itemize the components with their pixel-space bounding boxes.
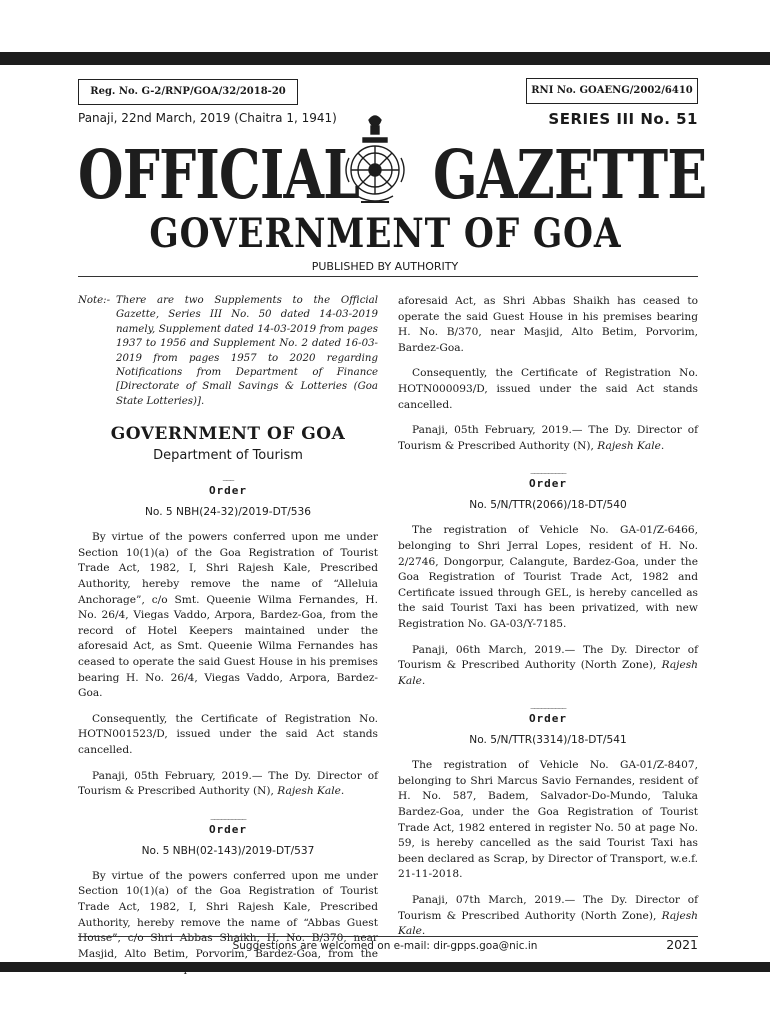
signatory: Rajesh Kale. [398,659,698,687]
signatory: Rajesh Kale. [398,909,698,938]
top-border-bar [0,52,770,65]
government-title: GOVERNMENT OF GOA [148,210,622,257]
order-number: No. 5/N/TTR(3314)/18-DT/541 [469,734,627,747]
order-signoff [398,423,698,454]
order-paragraph: Consequently, the Certificate of Registration No. HOTN000093/D, issued under the said Act stands cancelled. [398,367,698,411]
order-title: Order [528,477,568,491]
order-number: No. 5/N/TTR(2066)/18-DT/540 [469,499,627,512]
order-title: Order [208,484,248,498]
order-separator: __________ [210,809,246,820]
order-separator: __________ [530,699,566,710]
supplement-note [78,294,378,409]
signoff-text: Panaji, 05th February, 2019.— The Dy. Director of Tourism & Prescribed Authority (N), [398,424,698,452]
note-text: There are two Supplements to the Official Gazette, Series III No. 50 dated 14-03-2019 namely, Supplement dated 14-03-2019 from pages 1937 to 1956 and Supplement No. 2 dated 16-03-2019 from pages 1957 to 2020 regarding Notifications from Department of Finance [Directorate of Small Savings & Lotteries (Goa State Lotteries)]. [116,295,378,407]
published-by-authority: PUBLISHED BY AUTHORITY [311,260,459,273]
order-paragraph-continued: aforesaid Act, as Shri Abbas Shaikh has ceased to operate the said Guest House in his premises bearing H. No. B/370, near Masjid, Alto Betim, Porvorim, Bardez-Goa. [398,295,698,354]
footer-divider [78,936,698,937]
order-signoff [398,643,698,690]
page-number: 2021 [666,937,698,952]
order-number: No. 5 NBH(24-32)/2019-DT/536 [144,506,312,519]
signoff-text: Panaji, 06th March, 2019.— The Dy. Director of Tourism & Prescribed Authority (North Zone), [398,643,698,672]
order-separator: __________ [530,464,566,475]
order-signoff [398,893,698,940]
masthead-government [0,212,770,256]
department-name: Department of Tourism [153,448,303,464]
signatory: Rajesh Kale. [597,439,665,452]
rni-number-box: RNI No. GOAENG/2002/6410 [526,78,698,104]
note-label: Note:- [78,295,111,306]
order-paragraph: Consequently, the Certificate of Registration No. HOTN001523/D, issued under the said Act stands cancelled. [78,712,378,756]
masthead-gazette: GAZETTE [433,135,707,214]
order-paragraph: By virtue of the powers conferred upon me under Section 10(1)(a) of the Goa Registration of Tourist Trade Act, 1982, I, Shri Rajesh Kale, Prescribed Authority, hereby remove the name of “Abbas Guest House”, c/o Shri Abbas Shaikh, H. No. B/370, near Masjid, Alto Betim, Porvorim, Bardez-Goa, from the [78,869,378,960]
order-title: Order [528,712,568,726]
order-paragraph: By virtue of the powers conferred upon me under Section 10(1)(a) of the Goa Registration of Tourist Trade Act, 1982, I, Shri Rajesh Kale, Prescribed Authority, hereby remove the name of “Alleluia Anchorage”, c/o Smt. Queenie Wilma Fernandes, H. No. 26/4, Viegas Vaddo, Arpora, Bardez-Goa, from the record of Hotel Keepers maintained under the aforesaid Act, as Smt. Queenie Wilma Fernandes has ceased to operate the said Guest House in his premises bearing H. No. 26/4, Viegas Vaddo, Arpora, Bardez-Goa. [78,531,378,700]
header-divider [78,276,698,277]
masthead-official: OFFICIAL [78,135,360,214]
registration-number-box: Reg. No. G-2/RNP/GOA/32/2018-20 [78,79,298,105]
department-heading: GOVERNMENT OF GOA [110,424,346,445]
order-number: No. 5 NBH(02-143)/2019-DT/537 [141,844,315,857]
order-signoff [78,769,378,800]
bottom-border-bar [0,962,770,972]
right-column [398,294,698,950]
signatory: Rajesh Kale. [277,785,345,798]
series-number: SERIES III No. 51 [548,110,698,128]
left-column [78,294,378,988]
order-paragraph: The registration of Vehicle No. GA-01/Z-6466, belonging to Shri Jerral Lopes, resident of H. No. 2/2746, Dongorpur, Calangute, Bardez-Goa, under the Goa Registration of Tourist Trade Act, 1982 and Certificate issued through GEL, is hereby cancelled as the said Tourist Taxi has been privatized, with new Registration No. GA-03/Y-7185. [398,524,698,630]
department-separator: ___ [222,471,234,482]
signoff-text: Panaji, 07th March, 2019.— The Dy. Director of Tourism & Prescribed Authority (North Zone), [398,894,698,922]
order-paragraph: The registration of Vehicle No. GA-01/Z-8407, belonging to Shri Marcus Savio Fernandes, resident of H. No. 587, Badem, Salvador-Do-Mundo, Taluka Bardez-Goa, under the Goa Registration of Tourist Trade Act, 1982 entered in register No. 50 at page No. 59, is hereby cancelled as the said Tourist Taxi has been declared as Scrap, by Director of Transport, w.e.f. 21-11-2018. [398,759,698,881]
order-title: Order [208,822,248,836]
issue-date: Panaji, 22nd March, 2019 (Chaitra 1, 1941) [78,111,337,125]
footer-suggestions: Suggestions are welcomed on e-mail: dir-gpps.goa@nic.in [232,940,538,952]
signoff-text: Panaji, 05th February, 2019.— The Dy. Director of Tourism & Prescribed Authority (N), [78,769,378,798]
